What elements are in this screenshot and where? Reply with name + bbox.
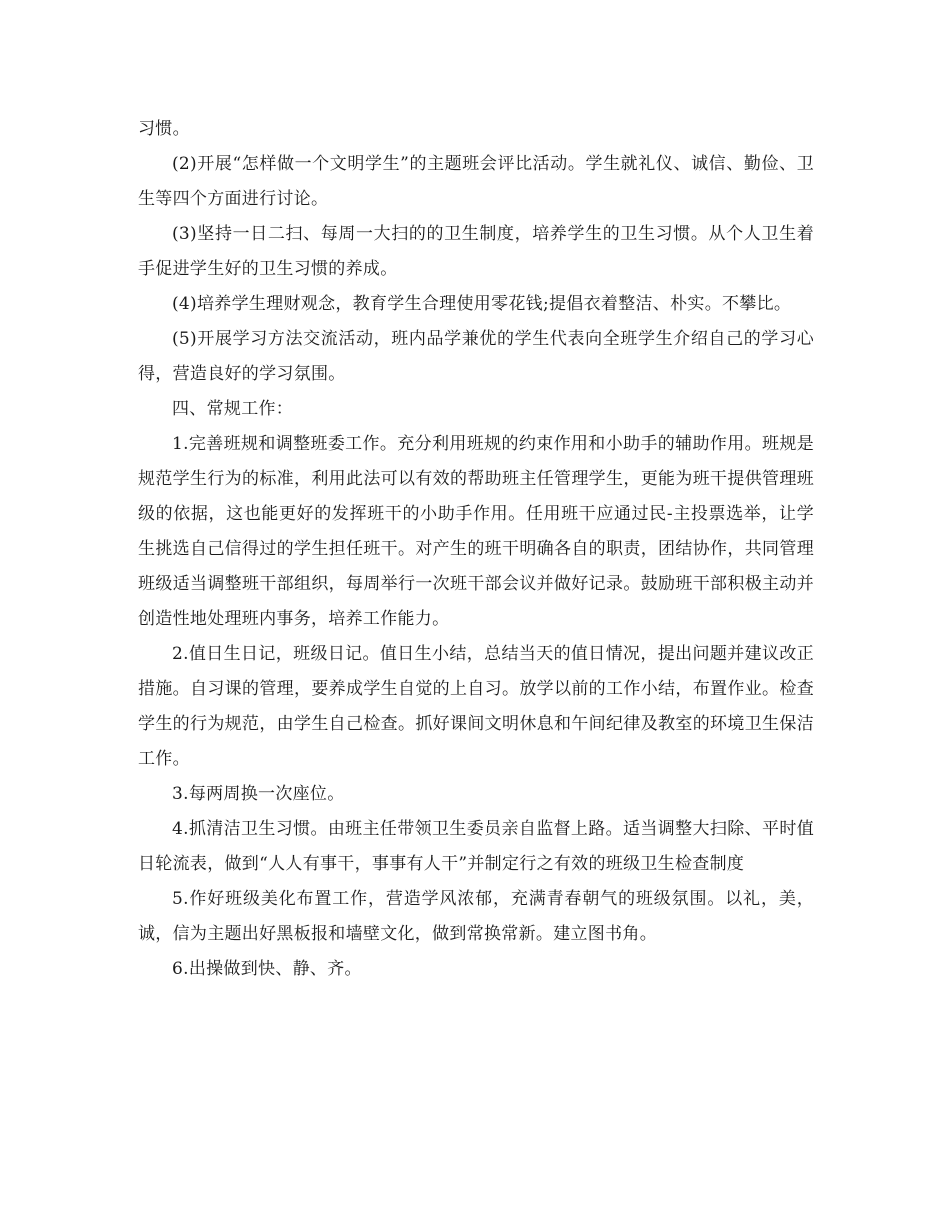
- paragraph-1: 习惯。: [138, 119, 190, 139]
- paragraph-7: 1.完善班规和调整班委工作。充分利用班规的约束作用和小助手的辅助作用。班规是规范学生行为的标准，利用此法可以有效的帮助班主任管理学生，更能为班干提供管理班级的依据，这也能更好的发挥班干的小助手作用。任用班干应通过民-主投票选举，让学生挑选自己信得过的学生担任班干。对产生的班干明确各自的职责，团结协作，共同管理班级适当调整班干部组织，每周举行一次班干部会议并做好记录。鼓励班干部积极主动并创造性地处理班内事务，培养工作能力。: [138, 434, 814, 629]
- paragraph-3: (3)坚持一日二扫、每周一大扫的的卫生制度，培养学生的卫生习惯。从个人卫生着手促进学生好的卫生习惯的养成。: [138, 224, 814, 279]
- paragraph-5: (5)开展学习方法交流活动，班内品学兼优的学生代表向全班学生介绍自己的学习心得，营造良好的学习氛围。: [138, 329, 814, 384]
- paragraph-11: 5.作好班级美化布置工作，营造学风浓郁，充满青春朝气的班级氛围。以礼，美，诚，信为主题出好黑板报和墙壁文化，做到常换常新。建立图书角。: [138, 889, 814, 944]
- paragraph-10: 4.抓清洁卫生习惯。由班主任带领卫生委员亲自监督上路。适当调整大扫除、平时值日轮流表，做到“人人有事干，事事有人干”并制定行之有效的班级卫生检查制度: [138, 819, 814, 874]
- document-body: [138, 112, 814, 987]
- paragraph-4: (4)培养学生理财观念，教育学生合理使用零花钱;提倡衣着整洁、朴实。不攀比。: [172, 294, 792, 314]
- paragraph-8: 2.值日生日记，班级日记。值日生小结，总结当天的值日情况，提出问题并建议改正措施。自习课的管理，要养成学生自觉的上自习。放学以前的工作小结，布置作业。检查学生的行为规范，由学生自己检查。抓好课间文明休息和午间纪律及教室的环境卫生保洁工作。: [138, 644, 814, 769]
- paragraph-12: 6.出操做到快、静、齐。: [172, 959, 362, 979]
- paragraph-9: 3.每两周换一次座位。: [172, 784, 345, 804]
- paragraph-2: (2)开展“怎样做一个文明学生”的主题班会评比活动。学生就礼仪、诚信、勤俭、卫生等四个方面进行讨论。: [138, 154, 814, 209]
- section-heading: 四、常规工作：: [172, 399, 294, 419]
